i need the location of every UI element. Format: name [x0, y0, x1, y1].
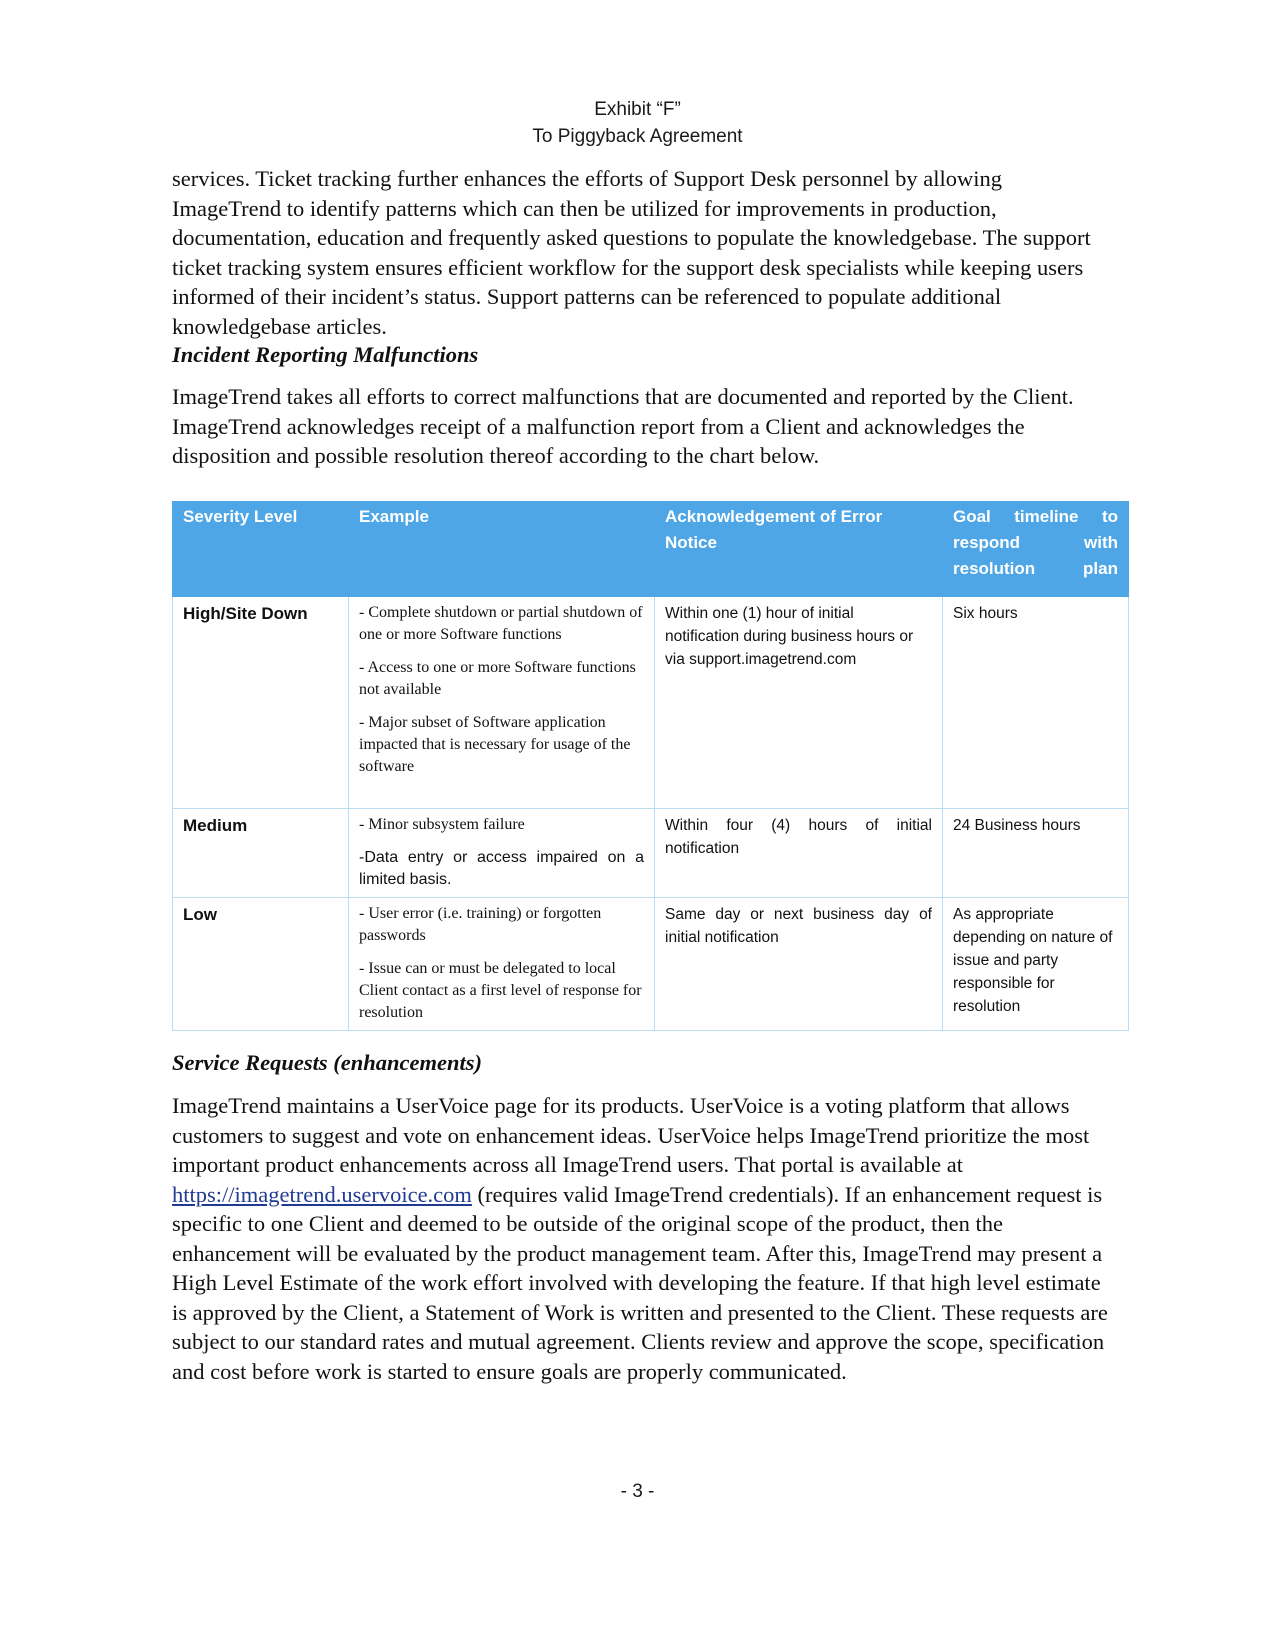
- example-item: - Minor subsystem failure: [359, 816, 525, 833]
- acknowledgement-cell: Within one (1) hour of initial notification during business hours or via support.imagetrend.com: [655, 597, 943, 809]
- table-row: [173, 809, 1129, 898]
- example-cell: [349, 898, 655, 1031]
- example-item: -Data entry or access impaired on a limited basis.: [359, 849, 644, 888]
- goal-cell: As appropriate depending on nature of issue and party responsible for resolution: [943, 898, 1129, 1031]
- header-acknowledgement: Acknowledgement of Error Notice: [655, 502, 943, 597]
- example-item: - Major subset of Software application impacted that is necessary for usage of the software: [359, 714, 631, 775]
- example-item: - Issue can or must be delegated to local Client contact as a first level of response for resolution: [359, 960, 642, 1021]
- example-item: - Complete shutdown or partial shutdown of one or more Software functions: [359, 604, 643, 643]
- table-row: [173, 597, 1129, 809]
- table-header-row: [173, 502, 1129, 597]
- header-exhibit: Exhibit “F”: [594, 99, 681, 120]
- goal-cell: 24 Business hours: [943, 809, 1129, 898]
- header-severity-level: Severity Level: [173, 502, 349, 597]
- table-row: [173, 898, 1129, 1031]
- header-example: Example: [349, 502, 655, 597]
- header-goal-timeline: Goal timeline to respond with resolution plan: [943, 502, 1129, 597]
- severity-level-cell: Medium: [173, 809, 349, 898]
- acknowledgement-cell: Same day or next business day of initial notification: [655, 898, 943, 1031]
- service-paragraph-part2: (requires valid ImageTrend credentials). If an enhancement request is specific to one Client and deemed to be outside of the original scope of the product, then the enhancement will be evaluated by the product management team. After this, ImageTrend may present a High Level Estimate of the work effort involved with developing the feature. If that high level estimate is approved by the Client, a Statement of Work is written and presented to the Client. These requests are subject to our standard rates and mutual agreement. Clients review and approve the scope, specification and cost before work is started to ensure goals are properly communicated.: [172, 1181, 1108, 1384]
- page-number: - 3 -: [620, 1481, 655, 1502]
- example-cell: [349, 809, 655, 898]
- severity-level-cell: High/Site Down: [173, 597, 349, 809]
- page-header: [0, 96, 1275, 150]
- example-item: - Access to one or more Software functions not available: [359, 659, 636, 698]
- incident-heading: Incident Reporting Malfunctions: [172, 342, 479, 367]
- service-requests-paragraph: [172, 1091, 1112, 1386]
- acknowledgement-cell: Within four (4) hours of initial notification: [655, 809, 943, 898]
- intro-paragraph: services. Ticket tracking further enhances the efforts of Support Desk personnel by allowing ImageTrend to identify patterns which can then be utilized for improvements in production, documentation, education and frequently asked questions to populate the knowledgebase. The support ticket tracking system ensures efficient workflow for the support desk specialists while keeping users informed of their incident’s status. Support patterns can be referenced to populate additional knowledgebase articles.: [172, 166, 1091, 339]
- uservoice-link[interactable]: https://imagetrend.uservoice.com: [172, 1181, 472, 1207]
- service-paragraph-part1: ImageTrend maintains a UserVoice page for its products. UserVoice is a voting platform that allows customers to suggest and vote on enhancement ideas. UserVoice helps ImageTrend prioritize the most important product enhancements across all ImageTrend users. That portal is available at: [172, 1093, 1090, 1177]
- incident-paragraph: ImageTrend takes all efforts to correct malfunctions that are documented and reported by the Client. ImageTrend acknowledges receipt of a malfunction report from a Client and acknowledges the disposition and possible resolution thereof according to the chart below.: [172, 384, 1074, 468]
- service-requests-heading: Service Requests (enhancements): [172, 1050, 482, 1075]
- example-cell: [349, 597, 655, 809]
- header-agreement: To Piggyback Agreement: [532, 126, 743, 147]
- severity-level-cell: Low: [173, 898, 349, 1031]
- goal-cell: Six hours: [943, 597, 1129, 809]
- example-item: - User error (i.e. training) or forgotten passwords: [359, 905, 602, 944]
- severity-table: [172, 501, 1129, 1031]
